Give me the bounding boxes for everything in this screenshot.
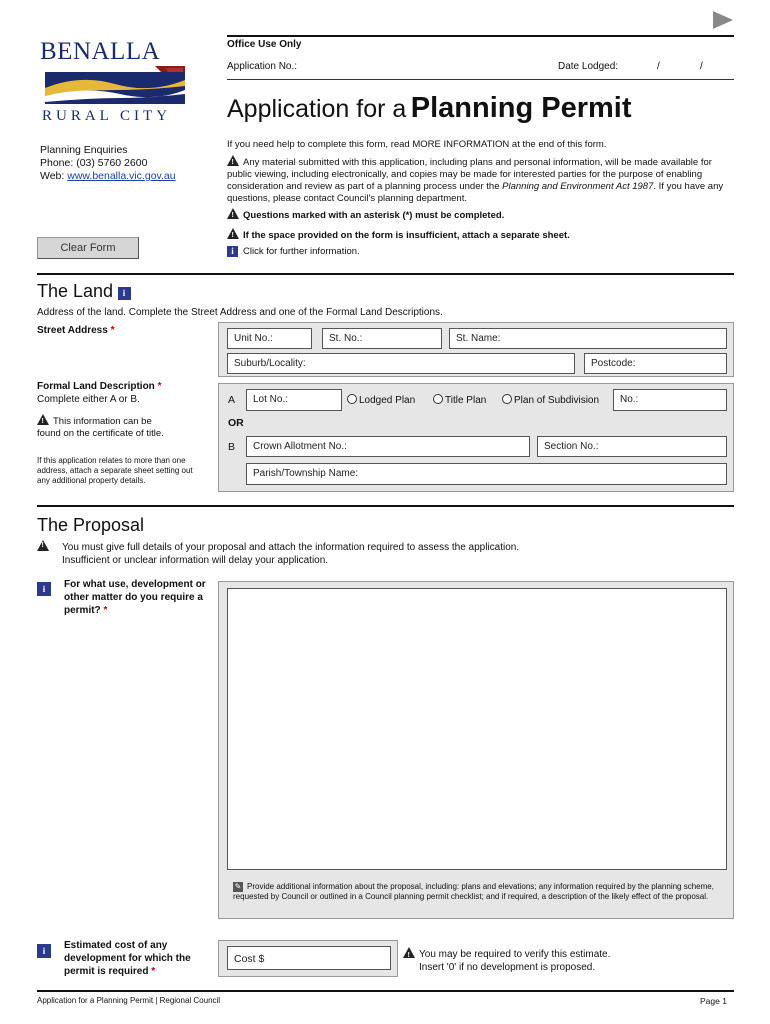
or-label: OR (228, 417, 244, 429)
warning-icon (37, 540, 49, 551)
unit-no-input[interactable]: Unit No.: (227, 328, 312, 349)
formal-land-sub: Complete either A or B. (37, 394, 140, 405)
warning-icon (227, 155, 239, 166)
website-link[interactable]: www.benalla.vic.gov.au (67, 170, 176, 182)
page-title (227, 92, 632, 125)
warning-icon (227, 228, 239, 239)
privacy-notice (227, 155, 739, 205)
plan-no-input[interactable]: No.: (613, 389, 727, 411)
date-lodged-label: Date Lodged: (558, 61, 619, 72)
benalla-logo (40, 38, 190, 130)
application-no-label: Application No.: (227, 61, 298, 72)
proposal-warning-line-2: Insufficient or unclear information will delay your application. (62, 555, 329, 566)
contact-web (40, 170, 176, 183)
notice-act: Planning and Environment Act 1987 (502, 181, 654, 192)
info-icon[interactable]: i (37, 582, 51, 596)
parish-input[interactable]: Parish/Township Name: (246, 463, 727, 485)
date-slash: / (700, 61, 703, 72)
notice-text-1: Any material submitted with this application, including plans and personal information, will be made available for public viewing, including electronically, and copies may be made for interested parties for the purpose of enabling consideration and review as part of a planning process under the (227, 157, 712, 192)
asterisk-note-text: Questions marked with an asterisk (*) must be completed. (243, 210, 505, 221)
plan-subdivision-text: Plan of Subdivision (514, 395, 600, 406)
web-label: Web: (40, 170, 68, 182)
option-b-label: B (228, 441, 236, 453)
logo-benalla-text: BENALLA (40, 38, 161, 65)
info-icon[interactable]: i (227, 246, 238, 257)
land-heading (37, 281, 136, 302)
cost-note (403, 947, 610, 974)
formal-land-label (37, 381, 161, 392)
street-address-label (37, 325, 114, 337)
radio-icon[interactable] (502, 394, 512, 404)
proposal-textarea[interactable] (227, 588, 727, 870)
contact-block (40, 144, 176, 183)
next-page-arrow-icon[interactable] (713, 11, 733, 29)
cost-question-text: Estimated cost of any development for which the permit is required (64, 940, 191, 977)
office-top-rule (227, 35, 734, 37)
title-plan-text: Title Plan (445, 395, 487, 406)
proposal-warning (37, 540, 53, 553)
lodged-plan-radio[interactable] (347, 394, 415, 406)
info-note-text: Click for further information. (243, 246, 360, 257)
footer-rule (37, 990, 734, 992)
date-slash: / (657, 61, 660, 72)
land-intro: Address of the land. Complete the Street Address and one of the Formal Land Descriptions. (37, 307, 443, 318)
clear-form-button[interactable]: Clear Form (37, 237, 139, 259)
certificate-note-text: This information can be found on the certificate of title. (37, 416, 164, 439)
logo-rural-city-text: RURAL CITY (42, 108, 172, 124)
street-no-input[interactable]: St. No.: (322, 328, 442, 349)
pencil-icon: ✎ (234, 882, 242, 891)
section-no-input[interactable]: Section No.: (537, 436, 727, 457)
cost-note-line-1: You may be required to verify this estimate. (419, 949, 611, 960)
land-heading-text: The Land (37, 281, 114, 301)
suburb-input[interactable]: Suburb/Locality: (227, 353, 575, 374)
contact-title: Planning Enquiries (40, 144, 128, 156)
contact-phone: Phone: (03) 5760 2600 (40, 157, 148, 169)
required-star: * (151, 966, 156, 977)
page-number: Page 1 (700, 996, 727, 1006)
info-icon[interactable]: i (37, 944, 51, 958)
title-part-b: Planning Permit (410, 92, 632, 124)
cost-question (64, 939, 214, 978)
warning-icon (227, 208, 239, 219)
warning-icon (37, 414, 49, 425)
office-bottom-rule (227, 79, 734, 80)
space-note (227, 228, 570, 242)
notice-text-2: . If you have any questions, please contact Council's planning department. (227, 181, 724, 204)
title-part-a: Application for a (227, 95, 407, 123)
certificate-note (37, 414, 177, 440)
option-a-label: A (228, 394, 236, 406)
office-use-title: Office Use Only (227, 39, 302, 50)
land-rule (37, 273, 734, 275)
proposal-heading: The Proposal (37, 515, 145, 535)
footer-left-text: Application for a Planning Permit | Regional Council (37, 996, 221, 1005)
proposal-warning-line-1: You must give full details of your proposal and attach the information required to assess the application. (62, 542, 520, 553)
title-plan-radio[interactable] (433, 394, 486, 406)
asterisk-note (227, 208, 504, 222)
radio-icon[interactable] (347, 394, 357, 404)
multi-address-note: If this application relates to more than one address, attach a separate sheet setting out any additional property details. (37, 456, 193, 485)
help-text: If you need help to complete this form, read MORE INFORMATION at the end of this form. (227, 139, 607, 150)
required-star: * (157, 381, 162, 392)
street-name-input[interactable]: St. Name: (449, 328, 727, 349)
space-note-text: If the space provided on the form is insufficient, attach a separate sheet. (243, 230, 570, 241)
cost-info-icon-wrap (37, 941, 56, 959)
info-icon[interactable]: i (118, 287, 131, 300)
crown-allotment-input[interactable]: Crown Allotment No.: (246, 436, 530, 457)
lot-no-input[interactable]: Lot No.: (246, 389, 342, 411)
lodged-plan-text: Lodged Plan (359, 395, 416, 406)
street-label-text: Street Address (37, 325, 108, 336)
required-star: * (110, 325, 115, 336)
postcode-input[interactable]: Postcode: (584, 353, 727, 374)
proposal-rule (37, 505, 734, 507)
additional-info-note (233, 882, 728, 902)
use-question (64, 578, 209, 617)
warning-icon (403, 947, 415, 958)
proposal-warning-text (62, 541, 519, 567)
info-note (227, 246, 360, 258)
radio-icon[interactable] (433, 394, 443, 404)
cost-input[interactable]: Cost $ (227, 946, 391, 970)
plan-subdivision-radio[interactable] (502, 394, 599, 406)
additional-info-text: Provide additional information about the proposal, including: plans and elevations; any information required by the planning scheme, requested by Council or outlined in a Council planning permit checklist; and if required, a description of the likely effect of the proposal. (233, 882, 714, 901)
cost-note-line-2: Insert '0' if no development is proposed. (419, 962, 596, 973)
logo-waves-icon (40, 66, 185, 104)
info-icon-wrap (37, 579, 56, 597)
required-star: * (103, 605, 108, 616)
formal-label-text: Formal Land Description (37, 381, 155, 392)
use-question-text: For what use, development or other matter do you require a permit? (64, 579, 206, 616)
